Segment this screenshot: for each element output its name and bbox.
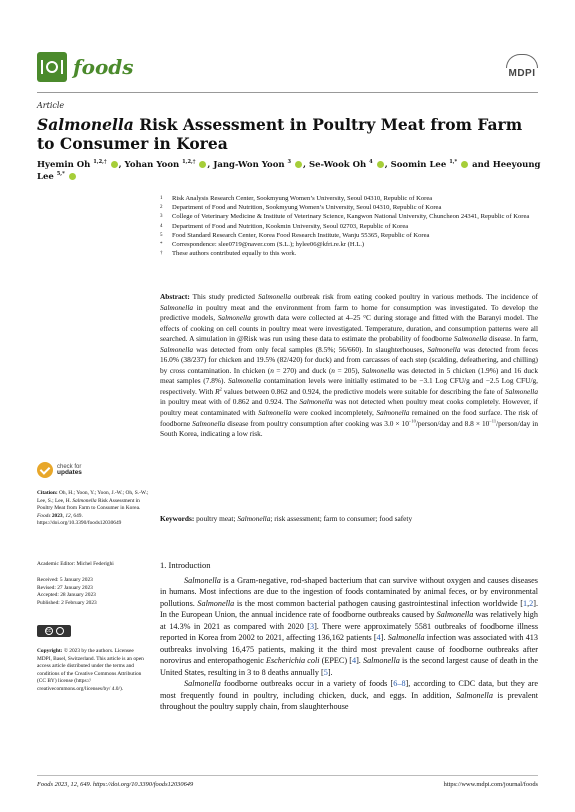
- author-separator: ,: [118, 160, 125, 170]
- by-person-icon: [56, 627, 64, 635]
- publication-date: Revised: 27 January 2023: [37, 584, 93, 591]
- author-name: Hyemin Oh: [37, 160, 94, 170]
- check-for-updates-button[interactable]: [37, 462, 82, 478]
- affiliation-item: [160, 203, 545, 212]
- author-affiliation-marker: 5,*: [56, 171, 65, 178]
- header-divider: [37, 92, 538, 93]
- affiliation-number: †: [160, 251, 163, 257]
- footer-citation[interactable]: [37, 781, 193, 788]
- article-type: Article: [37, 101, 65, 110]
- affiliation-item: [160, 194, 545, 203]
- author-separator: ,: [207, 160, 214, 170]
- publication-date: Published: 2 February 2023: [37, 599, 97, 606]
- affiliation-text: Department of Food and Nutrition, Sookmyung Women’s University, Seoul 04310, Republic of Korea: [172, 204, 442, 212]
- foods-logo-icon: [37, 52, 67, 82]
- check-updates-line1: check for: [57, 463, 82, 470]
- orcid-icon[interactable]: [295, 161, 302, 168]
- author-affiliation-marker: 1,2,†: [93, 159, 107, 166]
- author-list: [37, 159, 547, 183]
- academic-editor: Academic Editor: Michel Federighi: [37, 561, 114, 567]
- affiliation-number: 2: [160, 205, 163, 211]
- author-separator: ,: [384, 160, 391, 170]
- author-name: Yohan Yoon: [124, 160, 183, 170]
- body-paragraph: Salmonella is a Gram-negative, rod-shaped bacterium that can survive without oxygen and causes diseases in humans. Most infections are due to the ingestion of foods contaminated by animal feces, or by environmental pollutions. Salmonella is the most common bacterial pathogen causing gastrointestinal infection worldwide [1,2]. In the European Union, the annual incidence rate of foodborne outbreaks caused by Salmonella was relatively high at 14.3% in 2021 as compared with 2020 [3]. There were approximately 5581 outbreaks of foodborne illness reported in Korea from 2002 to 2021, affecting 136,162 patients [4]. Salmonella infection was associated with 413 outbreaks involving 16,475 patients, making it the third most prevalent cause of foodborne outbreaks after norovirus and enteropathogenic Escherichia coli (EPEC) [4]. Salmonella is the second largest cause of death in the United States, resulting in 3 to 8 deaths annually [5].: [160, 576, 539, 677]
- orcid-icon[interactable]: [461, 161, 468, 168]
- abstract-label: Abstract:: [160, 292, 190, 301]
- author-affiliation-marker: 1,2,†: [182, 159, 196, 166]
- body-paragraph: Salmonella foodborne outbreaks occur in a variety of foods [6–8], according to CDC data, but they are most frequently found in poultry, including chicken, duck, and eggs. In addition, Salmonella is prevalent throughout the poultry supply chain, from slaughterhouse: [160, 679, 539, 711]
- affiliation-text: Correspondence: slee0719@naver.com (S.L.); hylee06@kfri.re.kr (H.L.): [172, 241, 365, 249]
- author-separator: and: [469, 160, 493, 170]
- copyright-notice: Copyright: © 2023 by the authors. Licensee MDPI, Basel, Switzerland. This article is an open access article distributed under the terms and conditions of the Creative Commons Attribution (CC BY) license (https:// creativecommons.org/licenses/by/ 4.0/).: [37, 648, 144, 692]
- affiliation-number: 5: [160, 232, 163, 238]
- affiliation-number: 1: [160, 196, 163, 201]
- check-updates-label: [57, 464, 82, 477]
- publication-dates: [37, 577, 149, 607]
- footer-divider: [37, 775, 538, 776]
- author-name: Soomin Lee: [390, 160, 450, 170]
- mdpi-arch-icon: [506, 54, 538, 68]
- affiliation-text: Food Standard Research Center, Korea Food Research Institute, Wanju 55365, Republic of Korea: [172, 231, 430, 239]
- article-title: [37, 115, 537, 153]
- affiliation-item: [160, 231, 545, 240]
- keywords-label: Keywords:: [160, 514, 195, 523]
- author-name: Se-Wook Oh: [308, 160, 370, 170]
- orcid-icon[interactable]: [377, 161, 384, 168]
- section-heading: 1. Introduction: [160, 560, 211, 570]
- affiliation-item: [160, 222, 545, 231]
- affiliation-number: 4: [160, 223, 163, 229]
- article-title-rest: Risk Assessment in Poultry Meat from Farm to Consumer in Korea: [37, 115, 523, 153]
- affiliation-item: [160, 249, 545, 258]
- author-separator: ,: [303, 160, 309, 170]
- cc-icon: cc: [46, 628, 51, 634]
- cc-by-license-badge[interactable]: [37, 625, 71, 637]
- keywords-text: poultry meat; Salmonella; risk assessment; farm to consumer; food safety: [196, 514, 413, 523]
- affiliation-number: 3: [160, 214, 163, 220]
- check-updates-line2: updates: [57, 469, 82, 476]
- publication-date: Received: 5 January 2023: [37, 577, 93, 583]
- mdpi-logo: [506, 54, 538, 79]
- affiliation-number: *: [160, 242, 163, 248]
- citation: Citation: Oh, H.; Yoon, Y.; Yoon, J.-W.; Oh, S.-W.; Lee, S.; Lee, H. Salmonella Risk Assessment in Poultry Meat from Farm to Consumer in Korea. Foods 2023, 12, 649. https://doi.org/10.3390/foods12030649: [37, 490, 149, 526]
- author-name: Heeyoung Lee: [37, 160, 541, 182]
- author-name: Jang-Won Yoon: [213, 160, 288, 170]
- footer-journal-link[interactable]: https://www.mdpi.com/journal/foods: [443, 781, 538, 788]
- publisher-name: MDPI: [508, 68, 536, 79]
- footer-citation-text: Foods 2023, 12, 649. https://doi.org/10.3390/foods12030649: [37, 781, 194, 788]
- check-updates-icon: [37, 462, 53, 478]
- article-title-italic: Salmonella: [37, 115, 134, 134]
- journal-logo: [37, 52, 134, 82]
- author-affiliation-marker: 3: [287, 159, 292, 166]
- affiliations: [160, 194, 545, 258]
- keywords: [160, 514, 538, 525]
- orcid-icon[interactable]: [111, 161, 118, 168]
- orcid-icon[interactable]: [199, 161, 206, 168]
- affiliation-text: These authors contributed equally to this work.: [172, 250, 297, 258]
- affiliation-item: [160, 240, 545, 249]
- affiliation-item: [160, 212, 545, 221]
- abstract: [160, 292, 538, 440]
- introduction-body: [160, 575, 538, 712]
- orcid-icon[interactable]: [69, 173, 76, 180]
- journal-name: foods: [73, 55, 134, 79]
- publication-date: Accepted: 28 January 2023: [37, 592, 96, 598]
- affiliation-text: College of Veterinary Medicine & Institute of Veterinary Science, Kangwon National University, Chuncheon 24341, Republic of Korea: [172, 213, 530, 221]
- affiliation-text: Department of Food and Nutrition, Kookmin University, Seoul 02703, Republic of Korea: [172, 222, 409, 230]
- author-affiliation-marker: 1,*: [449, 159, 458, 166]
- author-affiliation-marker: 4: [369, 159, 373, 166]
- abstract-text: This study predicted Salmonella outbreak risk from eating cooked poultry in various methods. The incidence of Salmonella in poultry meat and the environment from farm to home for consumption was investigated. To develop the predictive models, Salmonella growth data were collected at 4–25 °C during storage and fitted with the Baranyi model. The effects of cooking on cell counts in poultry meat were investigated. Temperature, duration, and consumption patterns were all searched. A simulation in @Risk was run using these data to estimate the probability of foodborne Salmonella disease. In farm, Salmonella was detected from only fecal samples (8.5%; 56/660). In slaughterhouses, Salmonella was detected from feces 16.0% (38/237) for chicken and 19.5% (82/420) for duck) and from carcasses of each step (scalding, defeathering, and chilling) by cross contamination. In chicken (n = 270) and duck (n = 205), Salmonella was detected in 5 chicken (1.9%) and 16 duck meat samples (7.8%). Salmonella contamination levels were initially estimated to be −3.1 Log CFU/g and −2.5 Log CFU/g, respectively. With $R^2$ values between 0.862 and 0.924, the predictive models were suitable for describing the fate of Salmonella in poultry meat with of 0.862 and 0.924. The Salmonella was not detected when poultry meat cooks completely. However, if poultry meat contaminated with Salmonella were cooked incompletely, Salmonella remained on the food surface. The risk of foodborne Salmonella disease from poultry consumption after cooking was $3.0 \times 10^{-10}/person$/day and $8.8 \times 10^{-11}/person$/day in South Korea, indicating a low risk.: [160, 292, 538, 439]
- affiliation-text: Risk Analysis Research Center, Sookmyung Women’s University, Seoul 04310, Republic of Korea: [172, 195, 433, 202]
